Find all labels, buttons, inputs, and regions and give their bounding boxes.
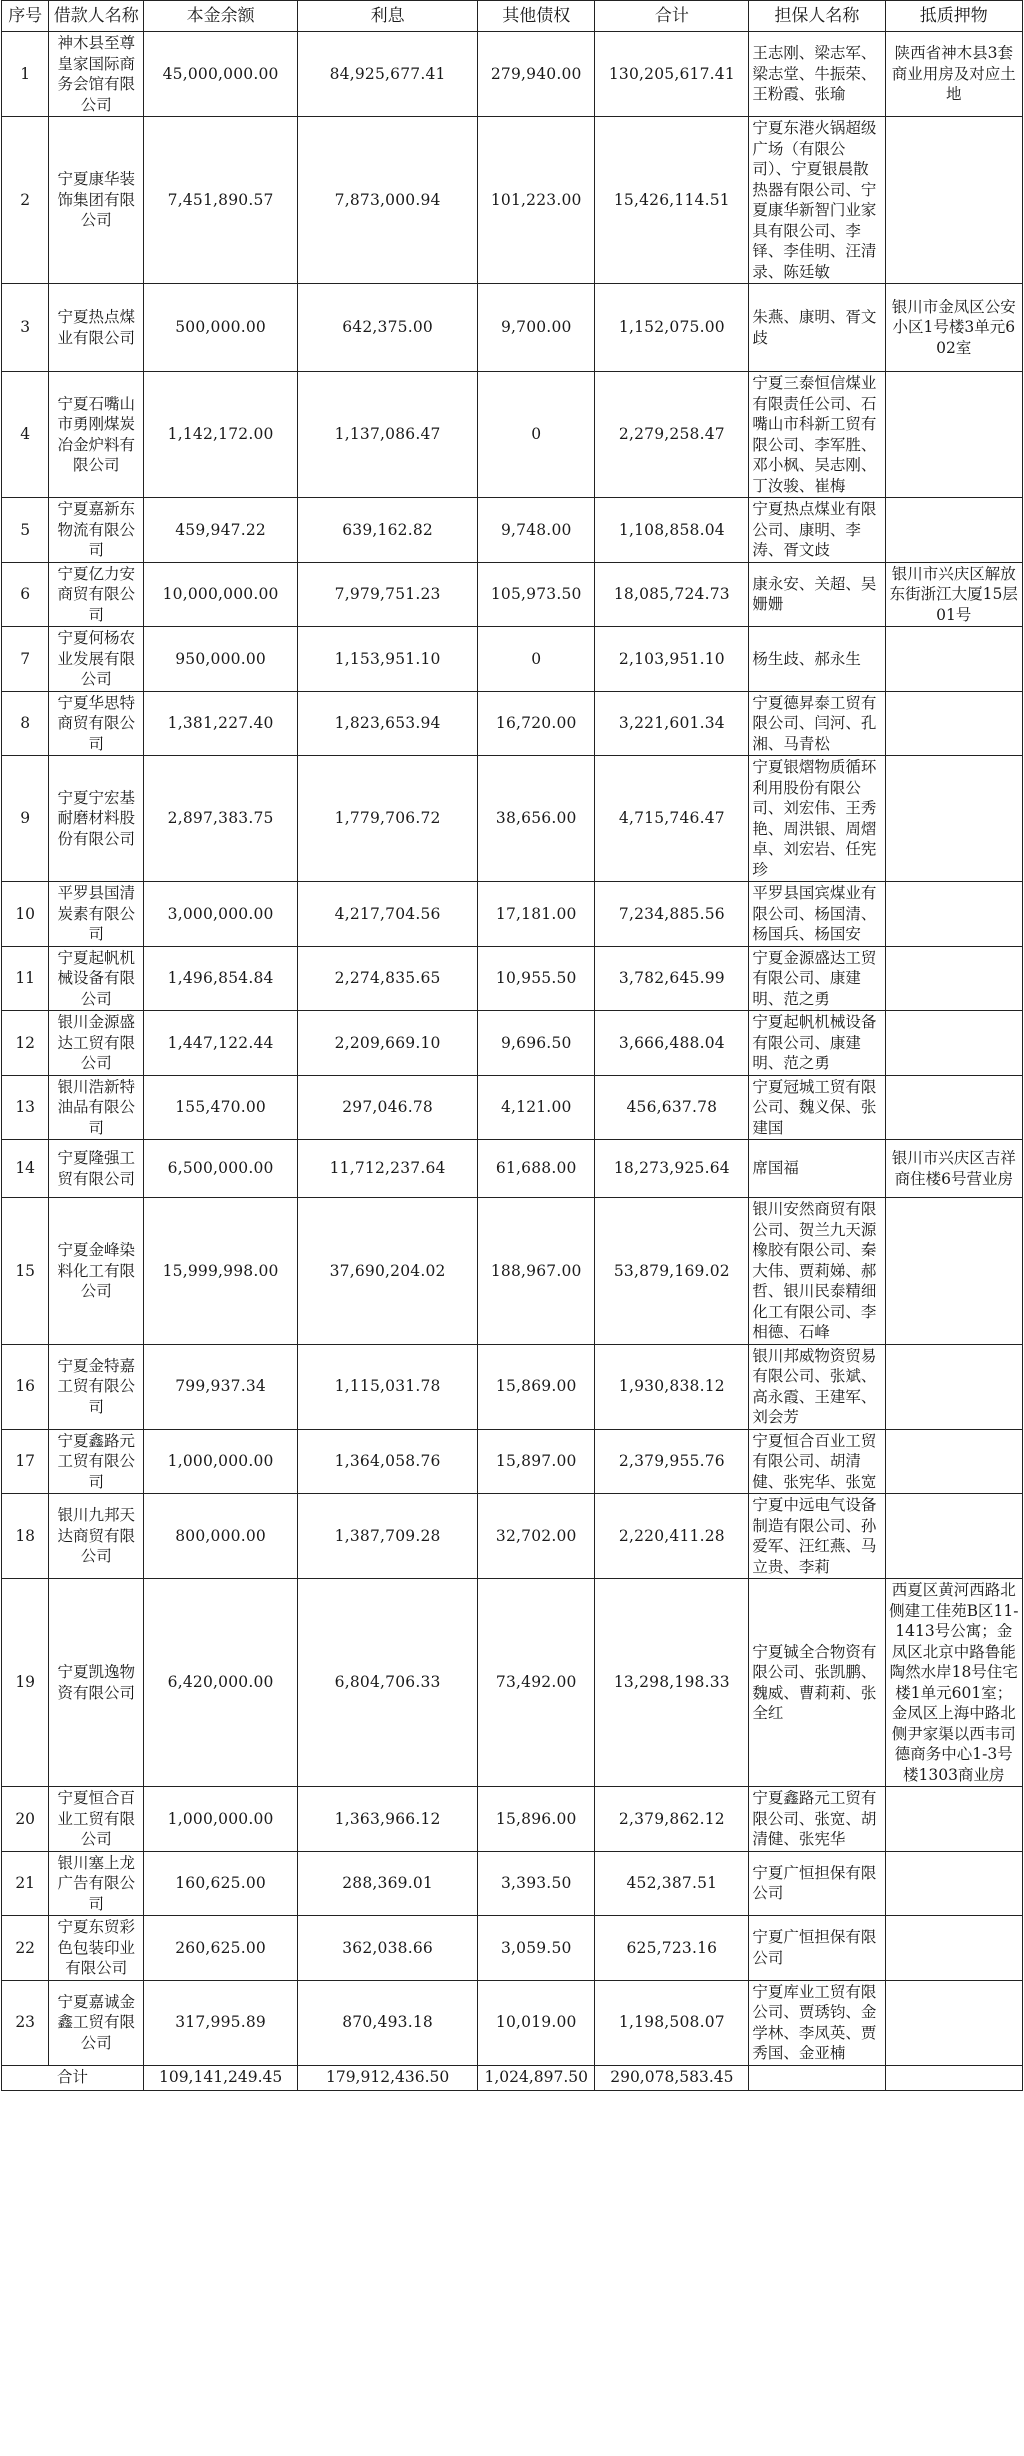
other-claims: 32,702.00 [478, 1494, 595, 1579]
principal-balance: 1,496,854.84 [144, 946, 298, 1011]
guarantor-names: 康永安、关超、吴姗姗 [749, 562, 885, 627]
other-claims: 3,393.50 [478, 1851, 595, 1916]
principal-balance: 500,000.00 [144, 284, 298, 372]
guarantor-names: 宁夏广恒担保有限公司 [749, 1851, 885, 1916]
principal-balance: 2,897,383.75 [144, 756, 298, 882]
table-row [2, 691, 1023, 756]
guarantor-names: 宁夏三泰恒信煤业有限责任公司、石嘴山市科新工贸有限公司、李军胜、邓小枫、吴志刚、丁汝骏、崔梅 [749, 372, 885, 498]
interest-amount: 1,387,709.28 [298, 1494, 478, 1579]
borrower-name: 宁夏何杨农业发展有限公司 [49, 627, 144, 692]
collateral-description [885, 627, 1022, 692]
interest-amount: 2,209,669.10 [298, 1011, 478, 1076]
collateral-description [885, 1344, 1022, 1429]
table-row [2, 1075, 1023, 1140]
guarantor-names: 宁夏德昇泰工贸有限公司、闫河、孔湘、马青松 [749, 691, 885, 756]
guarantor-names: 平罗县国宾煤业有限公司、杨国清、杨国兵、杨国安 [749, 882, 885, 947]
table-row [2, 1198, 1023, 1345]
header-cell-borrower: 借款人名称 [49, 1, 144, 32]
table-body [2, 32, 1023, 2066]
guarantor-names: 宁夏广恒担保有限公司 [749, 1916, 885, 1981]
total-sum: 290,078,583.45 [595, 2065, 749, 2090]
row-number: 11 [2, 946, 49, 1011]
other-claims: 3,059.50 [478, 1916, 595, 1981]
table-row [2, 562, 1023, 627]
other-claims: 17,181.00 [478, 882, 595, 947]
borrower-name: 宁夏鑫路元工贸有限公司 [49, 1429, 144, 1494]
total-row [2, 2065, 1023, 2090]
table-row [2, 498, 1023, 563]
principal-balance: 15,999,998.00 [144, 1198, 298, 1345]
borrower-name: 银川九邦天达商贸有限公司 [49, 1494, 144, 1579]
guarantor-names: 宁夏恒合百业工贸有限公司、胡清健、张宪华、张宽 [749, 1429, 885, 1494]
principal-balance: 317,995.89 [144, 1980, 298, 2065]
other-claims: 279,940.00 [478, 32, 595, 117]
header-cell-collateral: 抵质押物 [885, 1, 1022, 32]
row-total: 1,198,508.07 [595, 1980, 749, 2065]
principal-balance: 1,000,000.00 [144, 1787, 298, 1852]
row-total: 625,723.16 [595, 1916, 749, 1981]
row-number: 6 [2, 562, 49, 627]
collateral-description [885, 691, 1022, 756]
table-row [2, 1429, 1023, 1494]
principal-balance: 799,937.34 [144, 1344, 298, 1429]
collateral-description [885, 1198, 1022, 1345]
row-total: 7,234,885.56 [595, 882, 749, 947]
borrower-name: 银川浩新特油品有限公司 [49, 1075, 144, 1140]
row-number: 2 [2, 117, 49, 284]
principal-balance: 1,447,122.44 [144, 1011, 298, 1076]
interest-amount: 37,690,204.02 [298, 1198, 478, 1345]
other-claims: 10,955.50 [478, 946, 595, 1011]
collateral-description: 西夏区黄河西路北侧建工佳苑B区11-1413号公寓；金凤区北京中路鲁能陶然水岸18号住宅楼1单元601室；金凤区上海中路北侧尹家渠以西韦司德商务中心1-3号楼1303商业房 [885, 1579, 1022, 1787]
collateral-description [885, 498, 1022, 563]
total-collateral-empty [885, 2065, 1022, 2090]
total-other: 1,024,897.50 [478, 2065, 595, 2090]
interest-amount: 1,153,951.10 [298, 627, 478, 692]
borrower-name: 宁夏热点煤业有限公司 [49, 284, 144, 372]
total-guarantor-empty [749, 2065, 885, 2090]
interest-amount: 362,038.66 [298, 1916, 478, 1981]
row-number: 5 [2, 498, 49, 563]
row-total: 2,279,258.47 [595, 372, 749, 498]
row-total: 2,379,862.12 [595, 1787, 749, 1852]
total-label: 合计 [2, 2065, 144, 2090]
other-claims: 9,748.00 [478, 498, 595, 563]
row-number: 20 [2, 1787, 49, 1852]
collateral-description [885, 117, 1022, 284]
table-row [2, 1494, 1023, 1579]
interest-amount: 7,873,000.94 [298, 117, 478, 284]
collateral-description [885, 1494, 1022, 1579]
interest-amount: 11,712,237.64 [298, 1140, 478, 1198]
table-row [2, 1787, 1023, 1852]
interest-amount: 1,137,086.47 [298, 372, 478, 498]
interest-amount: 1,363,966.12 [298, 1787, 478, 1852]
row-number: 12 [2, 1011, 49, 1076]
guarantor-names: 银川邦威物资贸易有限公司、张斌、高永霞、王建军、刘会芳 [749, 1344, 885, 1429]
header-cell-no: 序号 [2, 1, 49, 32]
interest-amount: 639,162.82 [298, 498, 478, 563]
row-number: 14 [2, 1140, 49, 1198]
borrower-name: 宁夏起帆机械设备有限公司 [49, 946, 144, 1011]
borrower-name: 宁夏隆强工贸有限公司 [49, 1140, 144, 1198]
row-total: 15,426,114.51 [595, 117, 749, 284]
borrower-name: 宁夏亿力安商贸有限公司 [49, 562, 144, 627]
other-claims: 4,121.00 [478, 1075, 595, 1140]
guarantor-names: 宁夏起帆机械设备有限公司、康建明、范之勇 [749, 1011, 885, 1076]
row-number: 3 [2, 284, 49, 372]
borrower-name: 宁夏金峰染料化工有限公司 [49, 1198, 144, 1345]
interest-amount: 297,046.78 [298, 1075, 478, 1140]
row-total: 456,637.78 [595, 1075, 749, 1140]
table-row [2, 1916, 1023, 1981]
collateral-description [885, 1787, 1022, 1852]
collateral-description [885, 372, 1022, 498]
principal-balance: 3,000,000.00 [144, 882, 298, 947]
borrower-name: 宁夏凯逸物资有限公司 [49, 1579, 144, 1787]
other-claims: 188,967.00 [478, 1198, 595, 1345]
borrower-name: 宁夏康华装饰集团有限公司 [49, 117, 144, 284]
collateral-description [885, 1916, 1022, 1981]
row-total: 3,782,645.99 [595, 946, 749, 1011]
table-row [2, 1579, 1023, 1787]
guarantor-names: 王志刚、梁志军、梁志堂、牛振荣、王粉霞、张瑜 [749, 32, 885, 117]
collateral-description: 银川市兴庆区解放东街浙江大厦15层01号 [885, 562, 1022, 627]
row-total: 2,103,951.10 [595, 627, 749, 692]
row-total: 1,930,838.12 [595, 1344, 749, 1429]
header-row [2, 1, 1023, 32]
total-interest: 179,912,436.50 [298, 2065, 478, 2090]
principal-balance: 1,381,227.40 [144, 691, 298, 756]
borrower-name: 宁夏嘉新东物流有限公司 [49, 498, 144, 563]
principal-balance: 1,000,000.00 [144, 1429, 298, 1494]
principal-balance: 10,000,000.00 [144, 562, 298, 627]
collateral-description: 银川市兴庆区吉祥商住楼6号营业房 [885, 1140, 1022, 1198]
interest-amount: 1,364,058.76 [298, 1429, 478, 1494]
table-row [2, 946, 1023, 1011]
interest-amount: 870,493.18 [298, 1980, 478, 2065]
interest-amount: 642,375.00 [298, 284, 478, 372]
principal-balance: 950,000.00 [144, 627, 298, 692]
row-number: 16 [2, 1344, 49, 1429]
row-total: 13,298,198.33 [595, 1579, 749, 1787]
other-claims: 101,223.00 [478, 117, 595, 284]
borrower-name: 平罗县国清炭素有限公司 [49, 882, 144, 947]
row-number: 13 [2, 1075, 49, 1140]
row-number: 10 [2, 882, 49, 947]
collateral-description [885, 1011, 1022, 1076]
interest-amount: 84,925,677.41 [298, 32, 478, 117]
principal-balance: 260,625.00 [144, 1916, 298, 1981]
borrower-name: 宁夏嘉诚金鑫工贸有限公司 [49, 1980, 144, 2065]
table-row [2, 627, 1023, 692]
header-cell-other: 其他债权 [478, 1, 595, 32]
total-principal: 109,141,249.45 [144, 2065, 298, 2090]
other-claims: 15,897.00 [478, 1429, 595, 1494]
collateral-description [885, 1429, 1022, 1494]
other-claims: 15,869.00 [478, 1344, 595, 1429]
row-number: 21 [2, 1851, 49, 1916]
other-claims: 15,896.00 [478, 1787, 595, 1852]
row-number: 22 [2, 1916, 49, 1981]
guarantor-names: 朱燕、康明、胥文歧 [749, 284, 885, 372]
table-row [2, 1851, 1023, 1916]
collateral-description [885, 756, 1022, 882]
collateral-description [885, 1851, 1022, 1916]
other-claims: 9,696.50 [478, 1011, 595, 1076]
principal-balance: 7,451,890.57 [144, 117, 298, 284]
table-row [2, 284, 1023, 372]
row-total: 2,379,955.76 [595, 1429, 749, 1494]
interest-amount: 1,823,653.94 [298, 691, 478, 756]
guarantor-names: 杨生歧、郝永生 [749, 627, 885, 692]
collateral-description [885, 946, 1022, 1011]
principal-balance: 6,420,000.00 [144, 1579, 298, 1787]
interest-amount: 2,274,835.65 [298, 946, 478, 1011]
guarantor-names: 宁夏银熠物质循环利用股份有限公司、刘宏伟、王秀艳、周洪银、周熠卓、刘宏岩、任宪珍 [749, 756, 885, 882]
row-total: 130,205,617.41 [595, 32, 749, 117]
interest-amount: 1,115,031.78 [298, 1344, 478, 1429]
collateral-description [885, 882, 1022, 947]
row-number: 18 [2, 1494, 49, 1579]
row-number: 9 [2, 756, 49, 882]
borrower-name: 银川塞上龙广告有限公司 [49, 1851, 144, 1916]
guarantor-names: 宁夏库业工贸有限公司、贾琇钧、金学林、李凤英、贾秀国、金亚楠 [749, 1980, 885, 2065]
interest-amount: 7,979,751.23 [298, 562, 478, 627]
collateral-description: 银川市金凤区公安小区1号楼3单元602室 [885, 284, 1022, 372]
collateral-description [885, 1075, 1022, 1140]
borrower-name: 神木县至尊皇家国际商务会馆有限公司 [49, 32, 144, 117]
principal-balance: 1,142,172.00 [144, 372, 298, 498]
other-claims: 105,973.50 [478, 562, 595, 627]
table-row [2, 1140, 1023, 1198]
table-row [2, 1011, 1023, 1076]
loan-table [1, 0, 1023, 2091]
row-total: 4,715,746.47 [595, 756, 749, 882]
other-claims: 16,720.00 [478, 691, 595, 756]
header-cell-total: 合计 [595, 1, 749, 32]
borrower-name: 银川金源盛达工贸有限公司 [49, 1011, 144, 1076]
row-number: 8 [2, 691, 49, 756]
row-number: 23 [2, 1980, 49, 2065]
collateral-description: 陕西省神木县3套商业用房及对应土地 [885, 32, 1022, 117]
guarantor-names: 宁夏中远电气设备制造有限公司、孙爱军、汪红燕、马立贵、李莉 [749, 1494, 885, 1579]
row-total: 3,666,488.04 [595, 1011, 749, 1076]
header-cell-guarantor: 担保人名称 [749, 1, 885, 32]
table-row [2, 32, 1023, 117]
other-claims: 0 [478, 372, 595, 498]
row-total: 1,108,858.04 [595, 498, 749, 563]
principal-balance: 45,000,000.00 [144, 32, 298, 117]
row-number: 7 [2, 627, 49, 692]
borrower-name: 宁夏华思特商贸有限公司 [49, 691, 144, 756]
row-total: 3,221,601.34 [595, 691, 749, 756]
header-cell-interest: 利息 [298, 1, 478, 32]
borrower-name: 宁夏石嘴山市勇刚煤炭冶金炉料有限公司 [49, 372, 144, 498]
guarantor-names: 宁夏东港火锅超级广场（有限公司）、宁夏银晨散热器有限公司、宁夏康华新智门业家具有限公司、李铎、李佳明、汪清录、陈廷敏 [749, 117, 885, 284]
interest-amount: 288,369.01 [298, 1851, 478, 1916]
principal-balance: 459,947.22 [144, 498, 298, 563]
header-cell-principal: 本金余额 [144, 1, 298, 32]
table-row [2, 1344, 1023, 1429]
other-claims: 38,656.00 [478, 756, 595, 882]
interest-amount: 1,779,706.72 [298, 756, 478, 882]
table-row [2, 372, 1023, 498]
row-number: 15 [2, 1198, 49, 1345]
interest-amount: 4,217,704.56 [298, 882, 478, 947]
borrower-name: 宁夏恒合百业工贸有限公司 [49, 1787, 144, 1852]
principal-balance: 160,625.00 [144, 1851, 298, 1916]
interest-amount: 6,804,706.33 [298, 1579, 478, 1787]
guarantor-names: 宁夏热点煤业有限公司、康明、李涛、胥文歧 [749, 498, 885, 563]
row-total: 452,387.51 [595, 1851, 749, 1916]
other-claims: 73,492.00 [478, 1579, 595, 1787]
row-total: 1,152,075.00 [595, 284, 749, 372]
guarantor-names: 宁夏铖全合物资有限公司、张凯鹏、魏威、曹莉莉、张全红 [749, 1579, 885, 1787]
guarantor-names: 席国福 [749, 1140, 885, 1198]
row-total: 18,273,925.64 [595, 1140, 749, 1198]
other-claims: 61,688.00 [478, 1140, 595, 1198]
guarantor-names: 银川安然商贸有限公司、贺兰九天源橡胶有限公司、秦大伟、贾莉娣、郝哲、银川民泰精细化工有限公司、李相德、石峰 [749, 1198, 885, 1345]
principal-balance: 155,470.00 [144, 1075, 298, 1140]
principal-balance: 6,500,000.00 [144, 1140, 298, 1198]
guarantor-names: 宁夏冠城工贸有限公司、魏义保、张建国 [749, 1075, 885, 1140]
table-row [2, 1980, 1023, 2065]
table-row [2, 756, 1023, 882]
row-total: 18,085,724.73 [595, 562, 749, 627]
other-claims: 0 [478, 627, 595, 692]
borrower-name: 宁夏宁宏基耐磨材料股份有限公司 [49, 756, 144, 882]
borrower-name: 宁夏东贸彩色包装印业有限公司 [49, 1916, 144, 1981]
guarantor-names: 宁夏鑫路元工贸有限公司、张宽、胡清健、张宪华 [749, 1787, 885, 1852]
row-total: 53,879,169.02 [595, 1198, 749, 1345]
borrower-name: 宁夏金特嘉工贸有限公司 [49, 1344, 144, 1429]
row-number: 1 [2, 32, 49, 117]
collateral-description [885, 1980, 1022, 2065]
principal-balance: 800,000.00 [144, 1494, 298, 1579]
row-total: 2,220,411.28 [595, 1494, 749, 1579]
table-row [2, 117, 1023, 284]
guarantor-names: 宁夏金源盛达工贸有限公司、康建明、范之勇 [749, 946, 885, 1011]
row-number: 17 [2, 1429, 49, 1494]
row-number: 4 [2, 372, 49, 498]
table-row [2, 882, 1023, 947]
other-claims: 9,700.00 [478, 284, 595, 372]
row-number: 19 [2, 1579, 49, 1787]
other-claims: 10,019.00 [478, 1980, 595, 2065]
